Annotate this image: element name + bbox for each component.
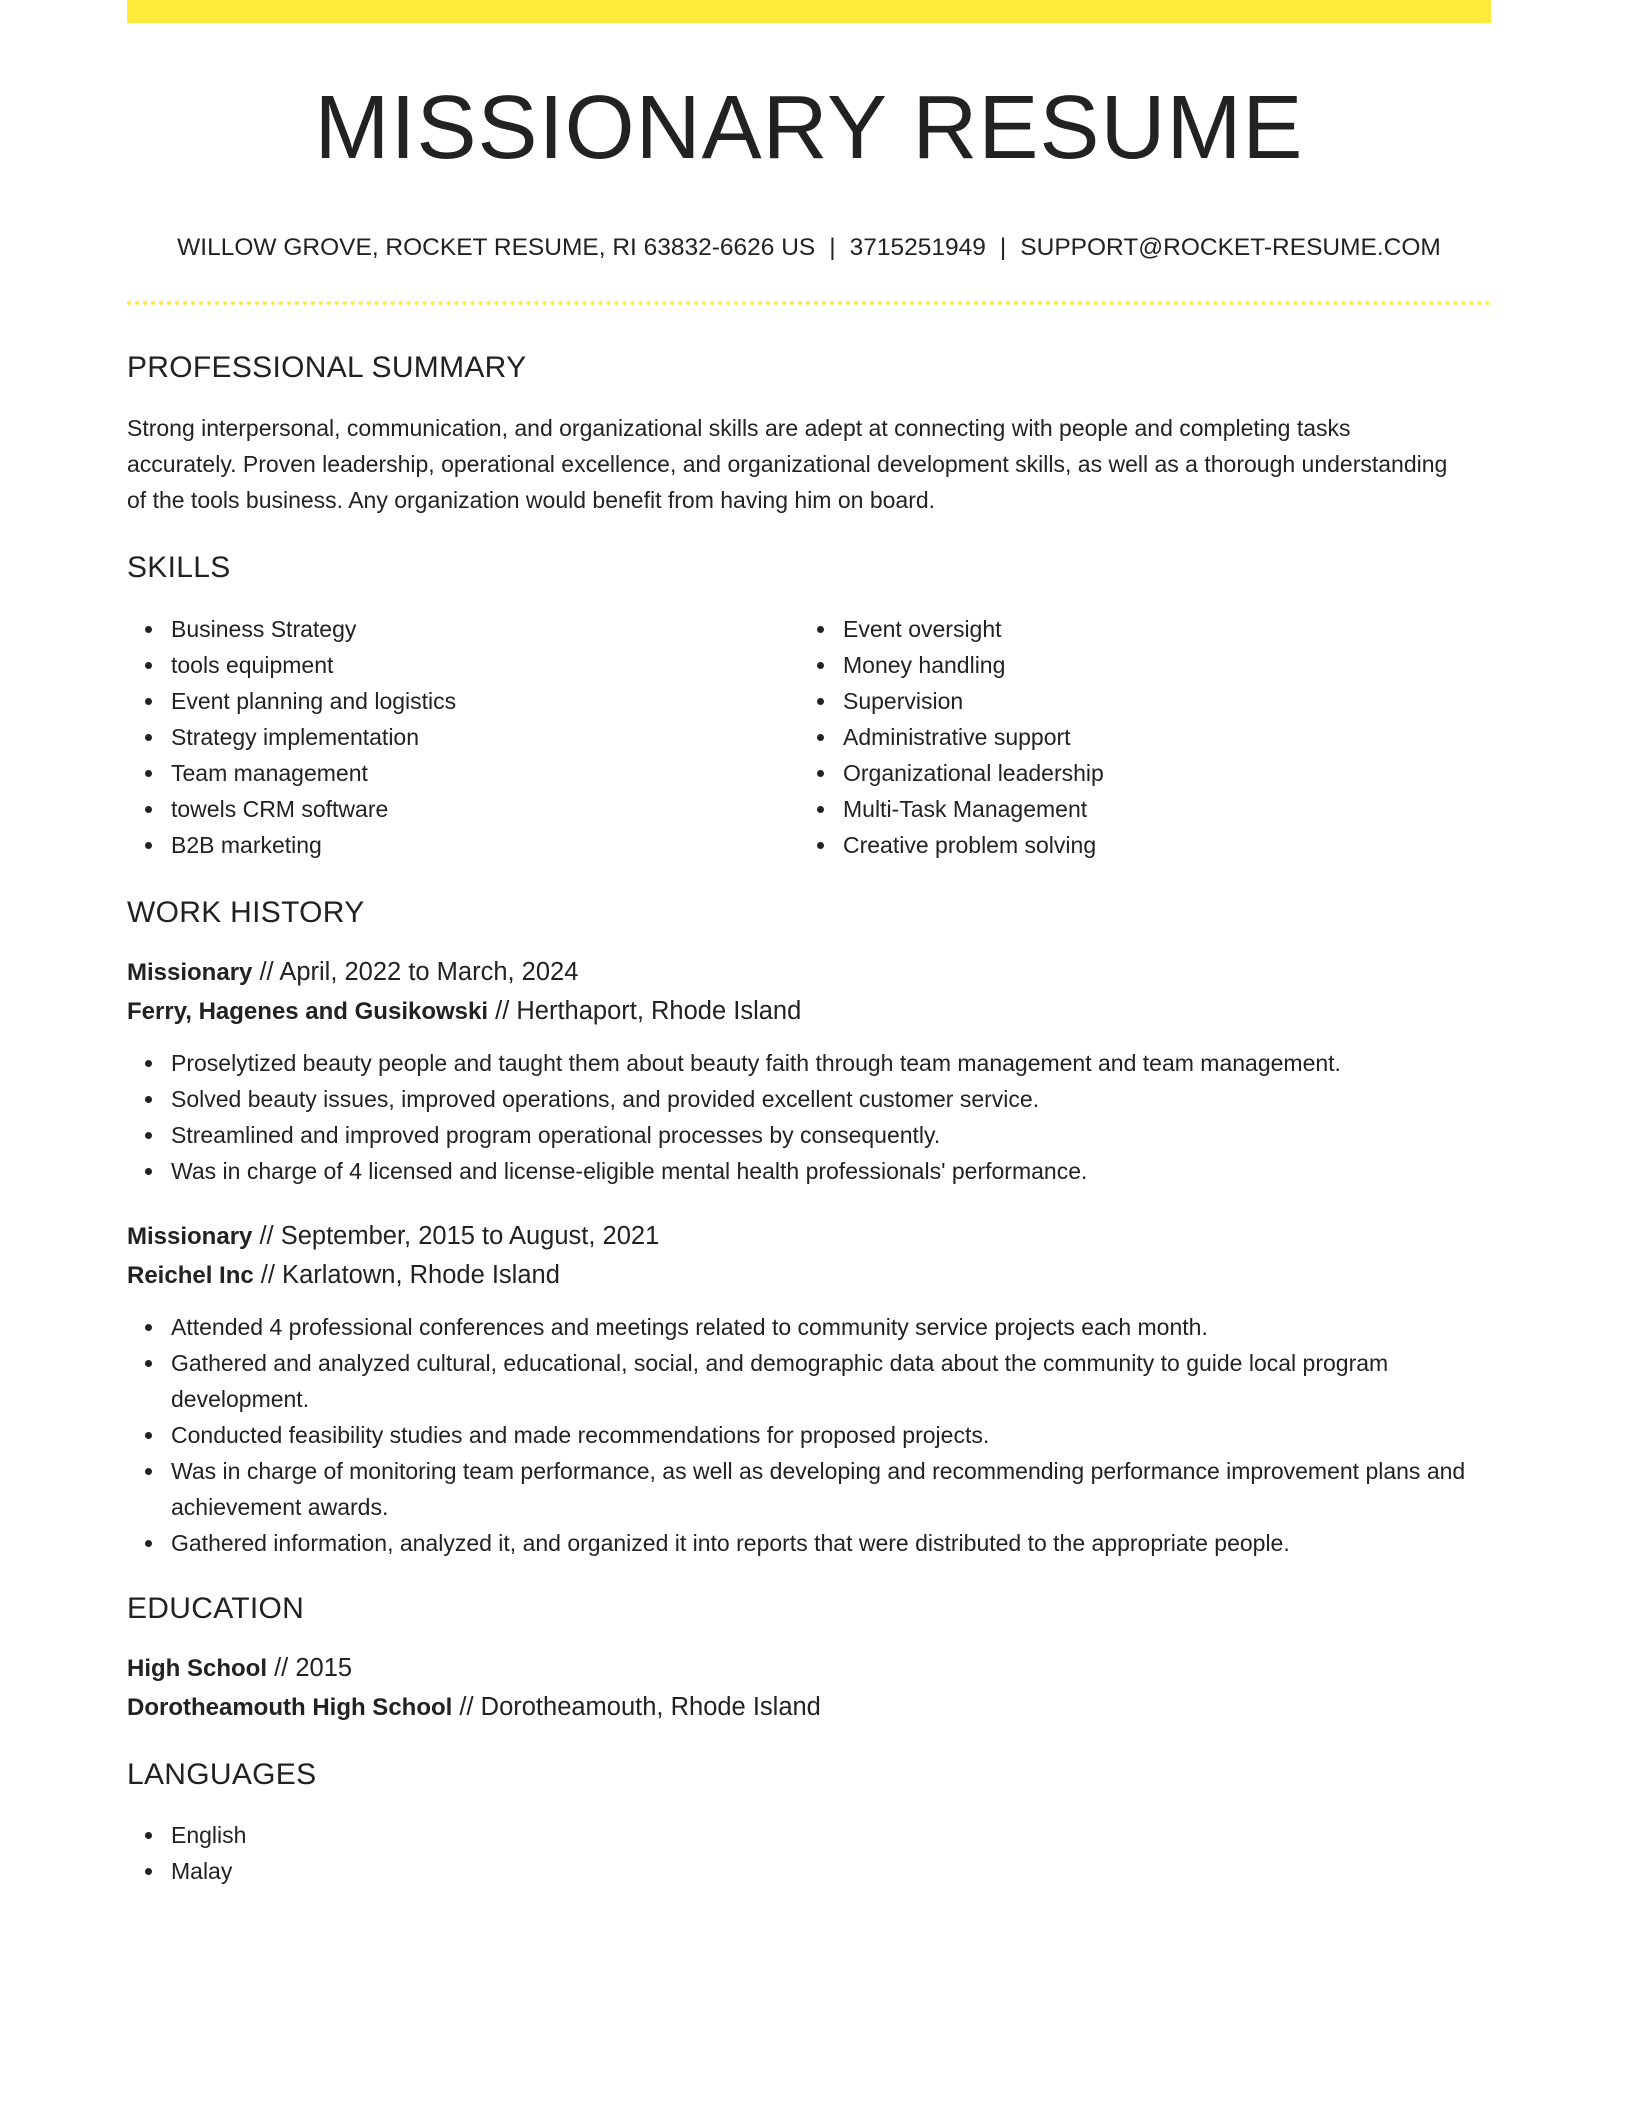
- education-entry: [127, 1649, 1491, 1727]
- skill-item: Multi-Task Management: [799, 791, 1471, 827]
- skill-item: tools equipment: [127, 647, 799, 683]
- skill-item: Administrative support: [799, 719, 1471, 755]
- skill-item: Event planning and logistics: [127, 683, 799, 719]
- language-item: English: [127, 1817, 1491, 1853]
- skill-item: towels CRM software: [127, 791, 799, 827]
- education-school: Dorotheamouth High School: [127, 1694, 453, 1722]
- job-dates: // September, 2015 to August, 2021: [252, 1222, 660, 1251]
- contact-line: [127, 233, 1491, 262]
- resume-title: MISSIONARY RESUME: [314, 78, 1304, 178]
- job-role: Missionary: [127, 959, 253, 987]
- job-location: // Karlatown, Rhode Island: [253, 1261, 560, 1290]
- job-title-line: [127, 1217, 1491, 1256]
- skill-item: Money handling: [799, 647, 1471, 683]
- summary-heading: PROFESSIONAL SUMMARY: [127, 351, 527, 385]
- skill-item: Supervision: [799, 683, 1471, 719]
- summary-section: [127, 350, 1491, 518]
- education-location: // Dorotheamouth, Rhode Island: [452, 1693, 821, 1722]
- resume-page: [127, 0, 1491, 1889]
- education-year: // 2015: [267, 1654, 353, 1683]
- education-section: [127, 1591, 1491, 1727]
- dotted-divider: [127, 301, 1491, 305]
- job-bullet: Proselytized beauty people and taught them about beauty faith through team management and team management.: [127, 1045, 1491, 1081]
- job-company-line: [127, 1256, 1491, 1295]
- contact-address: WILLOW GROVE, ROCKET RESUME, RI 63832-6626 US: [177, 234, 816, 261]
- skill-item: Strategy implementation: [127, 719, 799, 755]
- job-bullet: Was in charge of monitoring team performance, as well as developing and recommending performance improvement plans and achievement awards.: [127, 1453, 1491, 1525]
- job-title-line: [127, 953, 1491, 992]
- education-heading: EDUCATION: [127, 1592, 305, 1626]
- job-company: Reichel Inc: [127, 1262, 254, 1290]
- skill-item: Business Strategy: [127, 611, 799, 647]
- job-bullet: Attended 4 professional conferences and meetings related to community service projects each month.: [127, 1309, 1491, 1345]
- skills-grid: [127, 611, 1491, 863]
- education-school-line: [127, 1688, 1491, 1727]
- skill-item: Event oversight: [799, 611, 1471, 647]
- skills-heading: SKILLS: [127, 551, 231, 585]
- education-degree-line: [127, 1649, 1491, 1688]
- skills-right-column: [799, 611, 1471, 863]
- summary-text: Strong interpersonal, communication, and organizational skills are adept at connecting with people and completing tasks accurately. Proven leadership, operational excellence, and organizational development skills, as well as a thorough understanding of the tools business. Any organization would benefit from having him on board.: [127, 415, 1448, 514]
- job-bullet: Solved beauty issues, improved operations, and provided excellent customer service.: [127, 1081, 1491, 1117]
- job-company-line: [127, 992, 1491, 1031]
- job-bullet: Gathered and analyzed cultural, educational, social, and demographic data about the community to guide local program development.: [127, 1345, 1491, 1417]
- job-bullet: Streamlined and improved program operational processes by consequently.: [127, 1117, 1491, 1153]
- work-history-section: [127, 895, 1491, 1561]
- job-company: Ferry, Hagenes and Gusikowski: [127, 998, 489, 1026]
- languages-list: [127, 1817, 1491, 1889]
- education-degree: High School: [127, 1655, 267, 1683]
- job-bullet-list: [127, 1309, 1491, 1561]
- skill-item: Organizational leadership: [799, 755, 1471, 791]
- job-bullet: Gathered information, analyzed it, and organized it into reports that were distributed to the appropriate people.: [127, 1525, 1491, 1561]
- skill-item: Creative problem solving: [799, 827, 1471, 863]
- contact-separator: |: [829, 234, 836, 261]
- contact-email: SUPPORT@ROCKET-RESUME.COM: [1020, 234, 1441, 261]
- job-entry: [127, 953, 1491, 1189]
- job-location: // Herthaport, Rhode Island: [488, 997, 802, 1026]
- job-bullet: Was in charge of 4 licensed and license-eligible mental health professionals' performance.: [127, 1153, 1491, 1189]
- skill-item: Team management: [127, 755, 799, 791]
- top-accent-bar: [127, 0, 1491, 23]
- contact-separator: |: [999, 234, 1007, 261]
- languages-section: [127, 1757, 1491, 1889]
- contact-phone: 3715251949: [849, 234, 986, 261]
- language-item: Malay: [127, 1853, 1491, 1889]
- job-entry: [127, 1217, 1491, 1561]
- job-dates: // April, 2022 to March, 2024: [252, 958, 579, 987]
- skill-item: B2B marketing: [127, 827, 799, 863]
- work-history-heading: WORK HISTORY: [127, 896, 365, 930]
- languages-heading: LANGUAGES: [127, 1758, 317, 1792]
- skills-section: [127, 550, 1491, 863]
- job-bullet: Conducted feasibility studies and made recommendations for proposed projects.: [127, 1417, 1491, 1453]
- job-role: Missionary: [127, 1223, 253, 1251]
- skills-left-column: [127, 611, 799, 863]
- job-bullet-list: [127, 1045, 1491, 1189]
